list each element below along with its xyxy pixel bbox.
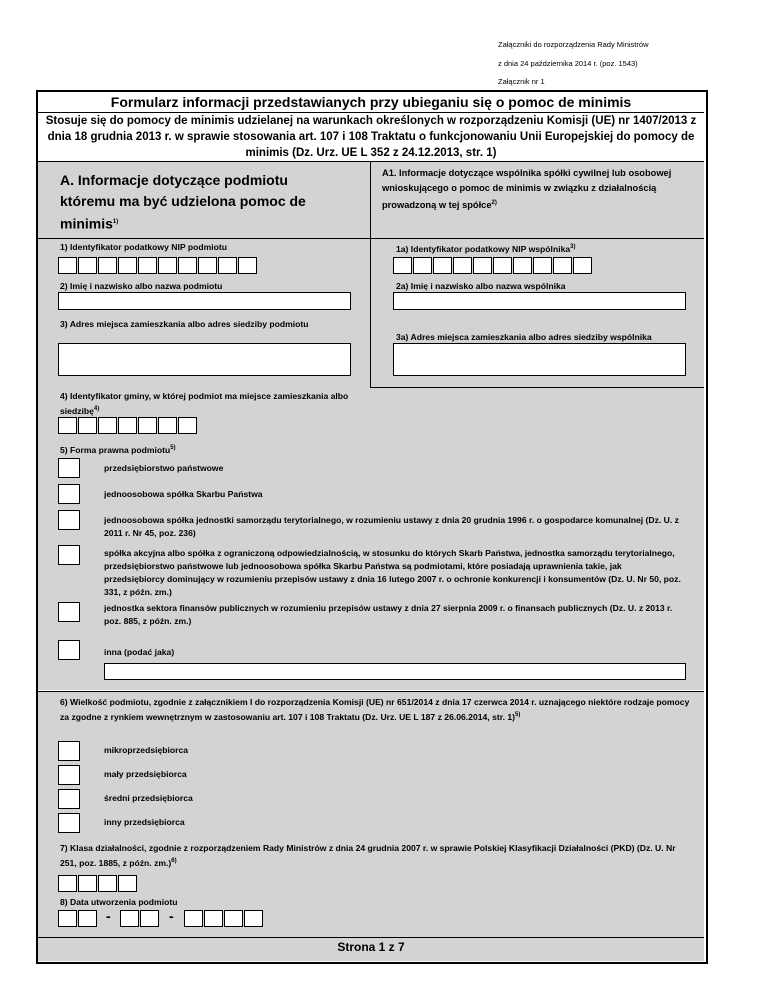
legal-form-checkbox-6[interactable] bbox=[58, 640, 80, 660]
section-a1-heading-sup: 2) bbox=[491, 200, 497, 206]
legal-form-label bbox=[60, 442, 176, 457]
pkd-input[interactable] bbox=[58, 875, 138, 892]
size-option-1: mikroprzedsiębiorca bbox=[104, 745, 189, 755]
date-day-input[interactable] bbox=[58, 910, 98, 927]
commune-label bbox=[60, 390, 360, 418]
section-a-heading bbox=[60, 170, 330, 235]
nip-label: 1) Identyfikator podatkowy NIP podmiotu bbox=[60, 242, 227, 252]
size-label-text: 6) Wielkość podmiotu, zgodnie z załącznikiem I do rozporządzenia Komisji (UE) nr 651/2014 z dnia 17 czerwca 2014 r. uznającego niektóre rodzaje pomocy za zgodne z rynkiem wewnętrznym w zastosowaniu art. 107 i 108 Traktatu (Dz. Urz. UE L 187 z 26.06.2014, str. 1) bbox=[60, 697, 690, 722]
section-a1-divider bbox=[370, 238, 704, 239]
legal-form-label-sup: 5) bbox=[170, 445, 176, 451]
commune-label-sup: 4) bbox=[93, 406, 100, 412]
page-number: Strona 1 z 7 bbox=[337, 940, 405, 954]
address-partner-input[interactable] bbox=[393, 343, 686, 376]
address-partner-label: 3a) Adres miejsca zamieszkania albo adres siedziby wspólnika bbox=[396, 332, 652, 342]
size-option-2: mały przedsiębiorca bbox=[104, 769, 187, 779]
name-partner-label: 2a) Imię i nazwisko albo nazwa wspólnika bbox=[396, 281, 566, 291]
date-label: 8) Data utworzenia podmiotu bbox=[60, 897, 178, 907]
legal-form-option-5: jednostka sektora finansów publicznych w rozumieniu przepisów ustawy z dnia 27 sierpnia 2009 r. o finansach publicznych (Dz. U. z 2013 r. poz. 885, z późn. zm.) bbox=[104, 603, 673, 626]
header-line-1: Załączniki do rozporządzenia Rady Ministrów bbox=[498, 40, 649, 49]
legal-form-checkbox-4[interactable] bbox=[58, 545, 80, 565]
address-input[interactable] bbox=[58, 343, 351, 376]
date-separator-1: - bbox=[106, 908, 111, 924]
nip-partner-input[interactable] bbox=[393, 257, 593, 274]
name-input[interactable] bbox=[58, 292, 351, 310]
pkd-label-sup: 6) bbox=[171, 858, 177, 864]
legal-form-checkbox-1[interactable] bbox=[58, 458, 80, 478]
nip-partner-label bbox=[396, 241, 576, 256]
section-a1-heading-text: A1. Informacje dotyczące wspólnika spółki cywilnej lub osobowej wnioskującego o pomoc de minimis w związku z działalnością prowadzoną w tej spółce bbox=[382, 168, 672, 211]
size-option-4: inny przedsiębiorca bbox=[104, 817, 185, 827]
legal-form-option-1: przedsiębiorstwo państwowe bbox=[104, 463, 224, 473]
nip-input[interactable] bbox=[58, 257, 258, 274]
legal-form-checkbox-3[interactable] bbox=[58, 510, 80, 530]
name-partner-input[interactable] bbox=[393, 292, 686, 310]
pkd-label-text: 7) Klasa działalności, zgodnie z rozporządzeniem Rady Ministrów z dnia 24 grudnia 2007 r. w sprawie Polskiej Klasyfikacji Działalności (PKD) (Dz. U. Nr 251, poz. 1885, z późn. zm.) bbox=[60, 843, 676, 868]
legal-form-checkbox-2[interactable] bbox=[58, 484, 80, 504]
section-a1-heading bbox=[382, 166, 682, 213]
size-checkbox-2[interactable] bbox=[58, 765, 80, 785]
legal-form-option-2: jednoosobowa spółka Skarbu Państwa bbox=[104, 489, 263, 499]
size-label-sup: 5) bbox=[515, 712, 521, 718]
size-label bbox=[60, 696, 690, 724]
form-title: Formularz informacji przedstawianych przy ubieganiu się o pomoc de minimis bbox=[38, 92, 704, 113]
section-a-heading-text: A. Informacje dotyczące podmiotu któremu ma być udzielona pomoc de minimis bbox=[60, 172, 306, 232]
form-subtitle: Stosuje się do pomocy de minimis udzielanej na warunkach określonych w rozporządzeniu Komisji (UE) nr 1407/2013 z dnia 18 grudnia 2013 r. w sprawie stosowania art. 107 i 108 Traktatu o funkcjonowaniu Unii Europejskiej do pomocy de minimis (Dz. Urz. UE L 352 z 24.12.2013, str. 1) bbox=[38, 113, 704, 162]
header-line-3: Załącznik nr 1 bbox=[498, 77, 545, 86]
header-line-2: z dnia 24 października 2014 r. (poz. 1543) bbox=[498, 59, 638, 68]
size-checkbox-1[interactable] bbox=[58, 741, 80, 761]
legal-form-option-6: inna (podać jaka) bbox=[104, 647, 175, 657]
size-option-3: średni przedsiębiorca bbox=[104, 793, 193, 803]
nip-partner-label-sup: 3) bbox=[570, 244, 576, 250]
legal-form-label-text: 5) Forma prawna podmiotu bbox=[60, 444, 171, 455]
legal-form-checkbox-5[interactable] bbox=[58, 602, 80, 622]
date-separator-2: - bbox=[169, 908, 174, 924]
pkd-label bbox=[60, 842, 690, 870]
legal-form-other-input[interactable] bbox=[104, 663, 686, 680]
commune-label-text: 4) Identyfikator gminy, w której podmiot ma miejsce zamieszkania albo siedzibę bbox=[60, 391, 349, 416]
legal-form-option-4: spółka akcyjna albo spółka z ograniczoną odpowiedzialnością, w stosunku do których Skarb Państwa, jednostka samorządu terytorialnego, przedsiębiorstwo państwowe lub jednoosobowa spółka Skarbu Państwa są podmiotami, które posiadają uprawnienia takie, jak przedsiębiorcy dominujący w rozumieniu przepisów ustawy z dnia 16 lutego 2007 r. o ochronie konkurencji i konsumentów (Dz. U. Nr 50, poz. 331, z późn. zm.) bbox=[104, 548, 681, 597]
commune-id-input[interactable] bbox=[58, 417, 198, 434]
nip-partner-label-text: 1a) Identyfikator podatkowy NIP wspólnika bbox=[396, 243, 571, 254]
address-label: 3) Adres miejsca zamieszkania albo adres siedziby podmiotu bbox=[60, 319, 309, 329]
date-year-input[interactable] bbox=[184, 910, 264, 927]
section-a-heading-sup: 1) bbox=[112, 219, 119, 225]
date-month-input[interactable] bbox=[120, 910, 160, 927]
size-checkbox-3[interactable] bbox=[58, 789, 80, 809]
name-label: 2) Imię i nazwisko albo nazwa podmiotu bbox=[60, 281, 223, 291]
legal-form-option-3: jednoosobowa spółka jednostki samorządu terytorialnego, w rozumieniu ustawy z dnia 20 grudnia 1996 r. o gospodarce komunalnej (Dz. U. z 2011 r. Nr 45, poz. 236) bbox=[104, 515, 679, 538]
size-checkbox-4[interactable] bbox=[58, 813, 80, 833]
